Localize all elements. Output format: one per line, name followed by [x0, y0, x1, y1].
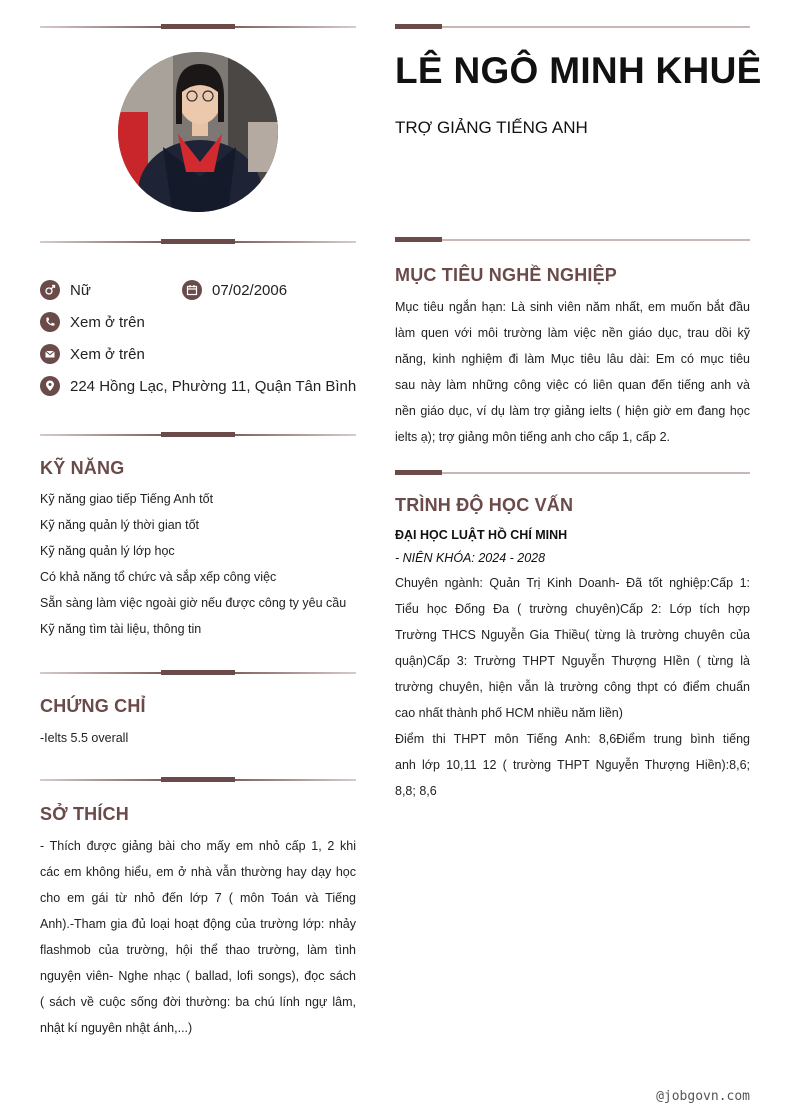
divider-right-2	[395, 471, 750, 475]
hobbies-line: cho em gái từ nhỏ đến lớp 7 ( môn Toán và Tiếng	[40, 891, 356, 905]
skill-item: Kỹ năng quản lý lớp học	[40, 544, 175, 558]
objective-line: sau này làm những công việc có liên quan đến tiếng anh và	[395, 378, 750, 392]
profile-photo	[118, 52, 278, 212]
phone-icon	[40, 312, 60, 332]
hobbies-line: nguyện viên- Nghe nhạc ( ballad, lofi songs), đọc sách	[40, 969, 356, 983]
objective-line: ielts ạ); trợ giảng môn tiếng anh cho cấp 1, cấp 2.	[395, 430, 671, 444]
gender-icon	[40, 280, 60, 300]
hobbies-line: nhật kí nguyên nhật ánh,...)	[40, 1021, 193, 1035]
contact-gender	[40, 280, 91, 300]
education-line: Tiểu học Đống Đa ( trường chuyên)Cấp 2: Lớp tích hợp	[395, 602, 750, 616]
candidate-role: TRỢ GIẢNG TIẾNG ANH	[395, 118, 588, 137]
education-line: Chuyên ngành: Quản Trị Kinh Doanh- Đã tốt nghiệp:Cấp 1:	[395, 576, 750, 590]
objective-line: năng, kinh nghiệm đi làm Mục tiêu lâu dài: Em có mục tiêu	[395, 352, 750, 366]
divider-left-2	[40, 433, 356, 437]
hobbies-title: SỞ THÍCH	[40, 804, 129, 824]
avatar	[118, 52, 278, 212]
skills-title: KỸ NĂNG	[40, 458, 125, 478]
birthday-value: 07/02/2006	[212, 281, 288, 299]
school-period: - NIÊN KHÓA: 2024 - 2028	[395, 551, 546, 565]
hobbies-line: ( sách về cuộc sống đời thường: ba chú lính ngự lâm,	[40, 995, 356, 1009]
certificate-item: -Ielts 5.5 overall	[40, 731, 129, 745]
education-line: 8,8; 8,6	[395, 784, 437, 798]
hobbies-line: flashmob của trường, hội thể thao trường, làm tình	[40, 943, 356, 957]
education-line: trường chuyên, hiện vẫn là trường công thpt có điểm chuẩn	[395, 680, 750, 694]
divider-left-1	[40, 240, 356, 244]
skill-item: Kỹ năng tìm tài liệu, thông tin	[40, 622, 202, 636]
objective-line: nền giáo dục, ví dụ làm trợ giảng ielts ( hiện giờ em đang học	[395, 404, 750, 418]
hobbies-line: - Thích được giảng bài cho mấy em nhỏ cấp 1, 2 khi	[40, 839, 356, 853]
phone-value: Xem ở trên	[70, 313, 145, 331]
contact-birthday	[182, 280, 287, 300]
hobbies-text	[40, 833, 356, 1041]
email-icon	[40, 344, 60, 364]
contact-address	[40, 376, 356, 396]
education-line: Điểm thi THPT môn Tiếng Anh: 8,6Điểm trung bình tiếng	[395, 732, 750, 746]
objective-line: Mục tiêu ngắn hạn: Là sinh viên năm nhất, em muốn bắt đầu	[395, 300, 750, 314]
skill-item: Kỹ năng giao tiếp Tiếng Anh tốt	[40, 492, 214, 506]
hobbies-line: Anh).-Tham gia đủ loại hoạt động của trường lớp: nhảy	[40, 917, 356, 931]
objective-line: làm quen với môi trường làm việc nền giáo dục, trau dồi kỹ	[395, 326, 750, 340]
skill-item: Sẵn sàng làm việc ngoài giờ nếu được công ty yêu cầu	[40, 596, 347, 610]
education-title: TRÌNH ĐỘ HỌC VẤN	[395, 495, 574, 515]
gender-value: Nữ	[70, 281, 91, 299]
watermark: @jobgovn.com	[656, 1089, 750, 1104]
objective-title: MỤC TIÊU NGHỀ NGHIỆP	[395, 265, 618, 285]
objective-text	[395, 294, 750, 450]
education-line: anh lớp 10,11 12 ( trường THPT Nguyễn Thượng Hiền):8,6;	[395, 758, 750, 772]
candidate-name: LÊ NGÔ MINH KHUÊ	[395, 50, 762, 91]
skill-item: Kỹ năng quản lý thời gian tốt	[40, 518, 199, 532]
email-value: Xem ở trên	[70, 345, 145, 363]
education-text	[395, 570, 750, 804]
location-icon	[40, 376, 60, 396]
contact-phone	[40, 312, 145, 332]
calendar-icon	[182, 280, 202, 300]
divider-left-3	[40, 671, 356, 675]
school-name: ĐẠI HỌC LUẬT HỒ CHÍ MINH	[395, 528, 568, 542]
divider-right-1	[395, 238, 750, 242]
education-line: cao nhất thành phố HCM nhiều năm liền)	[395, 706, 623, 720]
skill-item: Có khả năng tổ chức và sắp xếp công việc	[40, 570, 277, 584]
divider-left-4	[40, 778, 356, 782]
hobbies-line: các em không hiểu, em ở nhà vẫn thường hay dạy học	[40, 865, 356, 879]
contact-email	[40, 344, 145, 364]
divider-top-right	[395, 25, 750, 29]
certificates-title: CHỨNG CHỈ	[40, 696, 146, 716]
education-line: Trường THCS Nguyễn Gia Thiều( từng là trường chuyên của	[395, 628, 750, 642]
address-value: 224 Hồng Lạc, Phường 11, Quận Tân Bình	[70, 377, 357, 395]
education-line: quận)Cấp 3: Trường THPT Nguyễn Thượng HIền ( từng là	[395, 654, 750, 668]
divider-top-left	[40, 25, 356, 29]
